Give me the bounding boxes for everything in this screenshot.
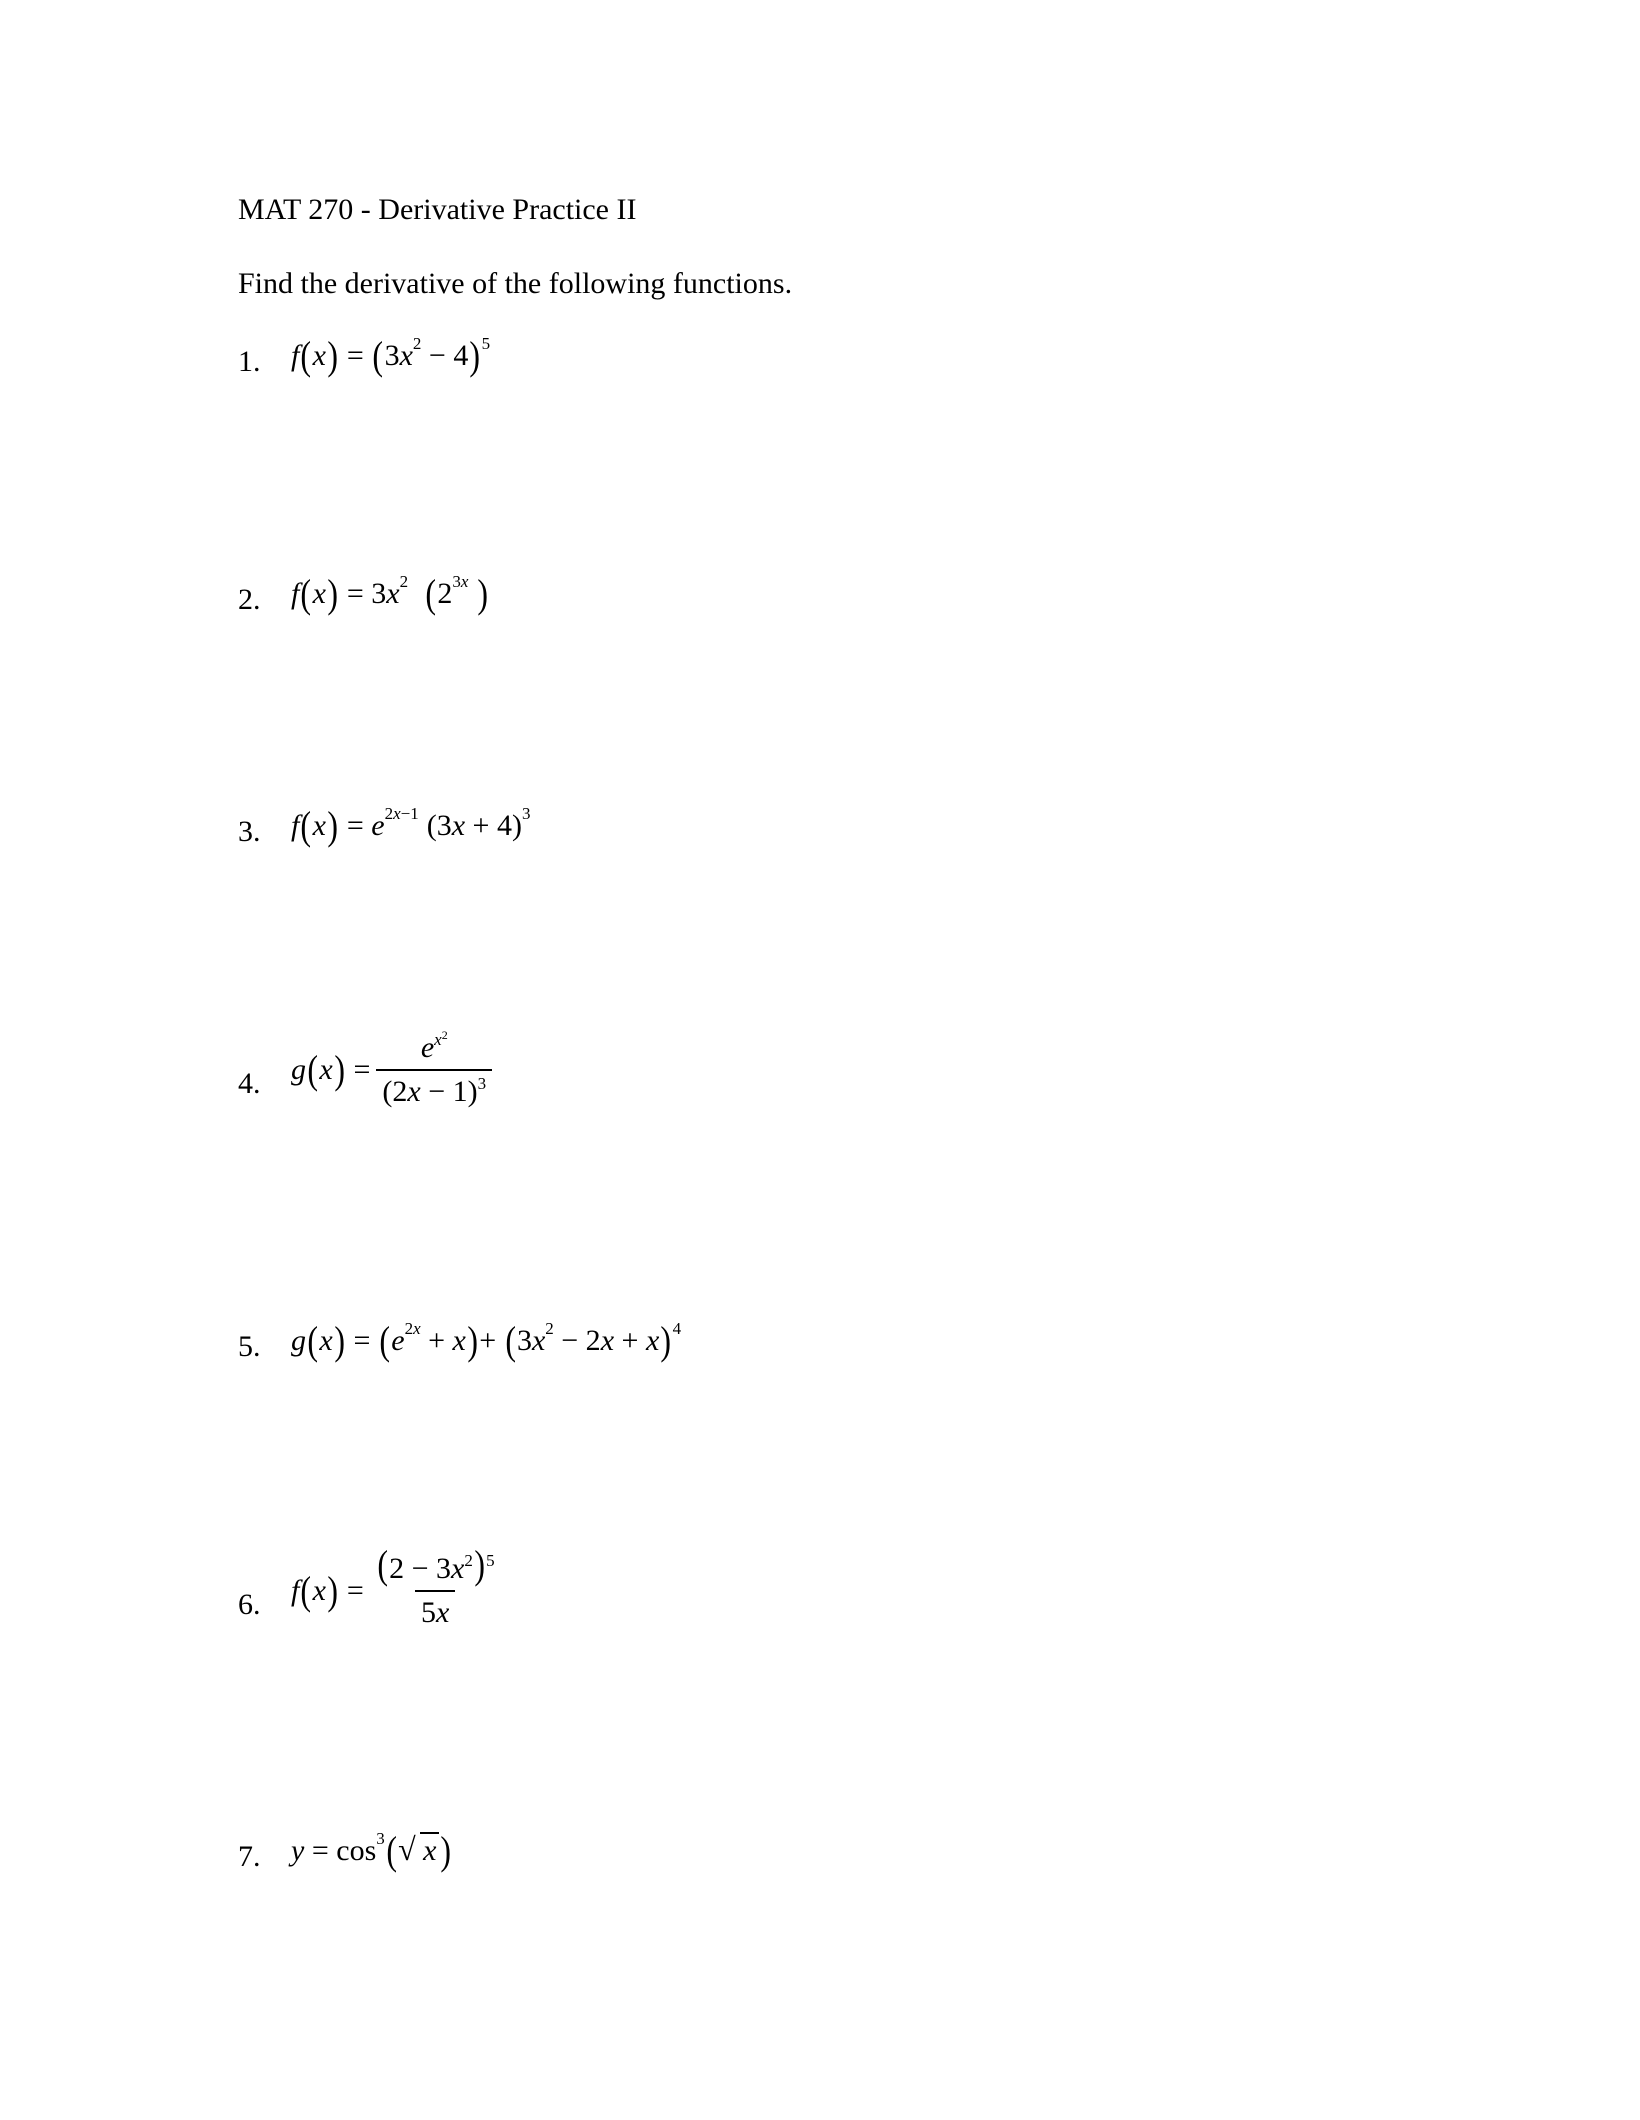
- problem-expression: g ( x ) = $\frac{e^{x^2}}{(2x - 1)^3}$: [291, 1027, 492, 1113]
- problem-number: 2.: [238, 583, 261, 616]
- problem-number: 7.: [238, 1840, 261, 1873]
- problem-expression: g ( x ) = ( e $^{2x}$ + x ) + ( 3 x $^2$ − 2 x + x ) $^4$: [291, 1318, 682, 1363]
- problem-expression: y = cos $^3$ ( √ x ): [291, 1828, 452, 1873]
- problem-number: 6.: [238, 1588, 261, 1621]
- problem-number: 1.: [238, 345, 261, 378]
- instructions: Find the derivative of the following functions.: [238, 267, 793, 300]
- problem-expression: f ( x ) = ( 3 x $^2$ − 4 ) $^5$: [291, 333, 491, 378]
- problem-expression: f ( x ) = $\frac{(2 - 3x^2)^5}{5x}$: [291, 1548, 501, 1634]
- page-title: MAT 270 - Derivative Practice II: [238, 193, 637, 226]
- problem-number: 4.: [238, 1067, 261, 1100]
- problem-number: 3.: [238, 815, 261, 848]
- problem-expression: f ( x ) = e $^{2x -1}$ (3 x + 4) $^3$: [291, 803, 531, 848]
- problem-number: 5.: [238, 1330, 261, 1363]
- problem-expression: f ( x ) = 3 x $^2$ ( 2 $^{3x}$ ): [291, 571, 488, 616]
- fraction: $\frac{(2 - 3x^2)^5}{5x}$: [370, 1548, 501, 1634]
- square-root: √ x: [398, 1834, 439, 1868]
- fraction: $\frac{e^{x^2}}{(2x - 1)^3}$: [376, 1027, 492, 1113]
